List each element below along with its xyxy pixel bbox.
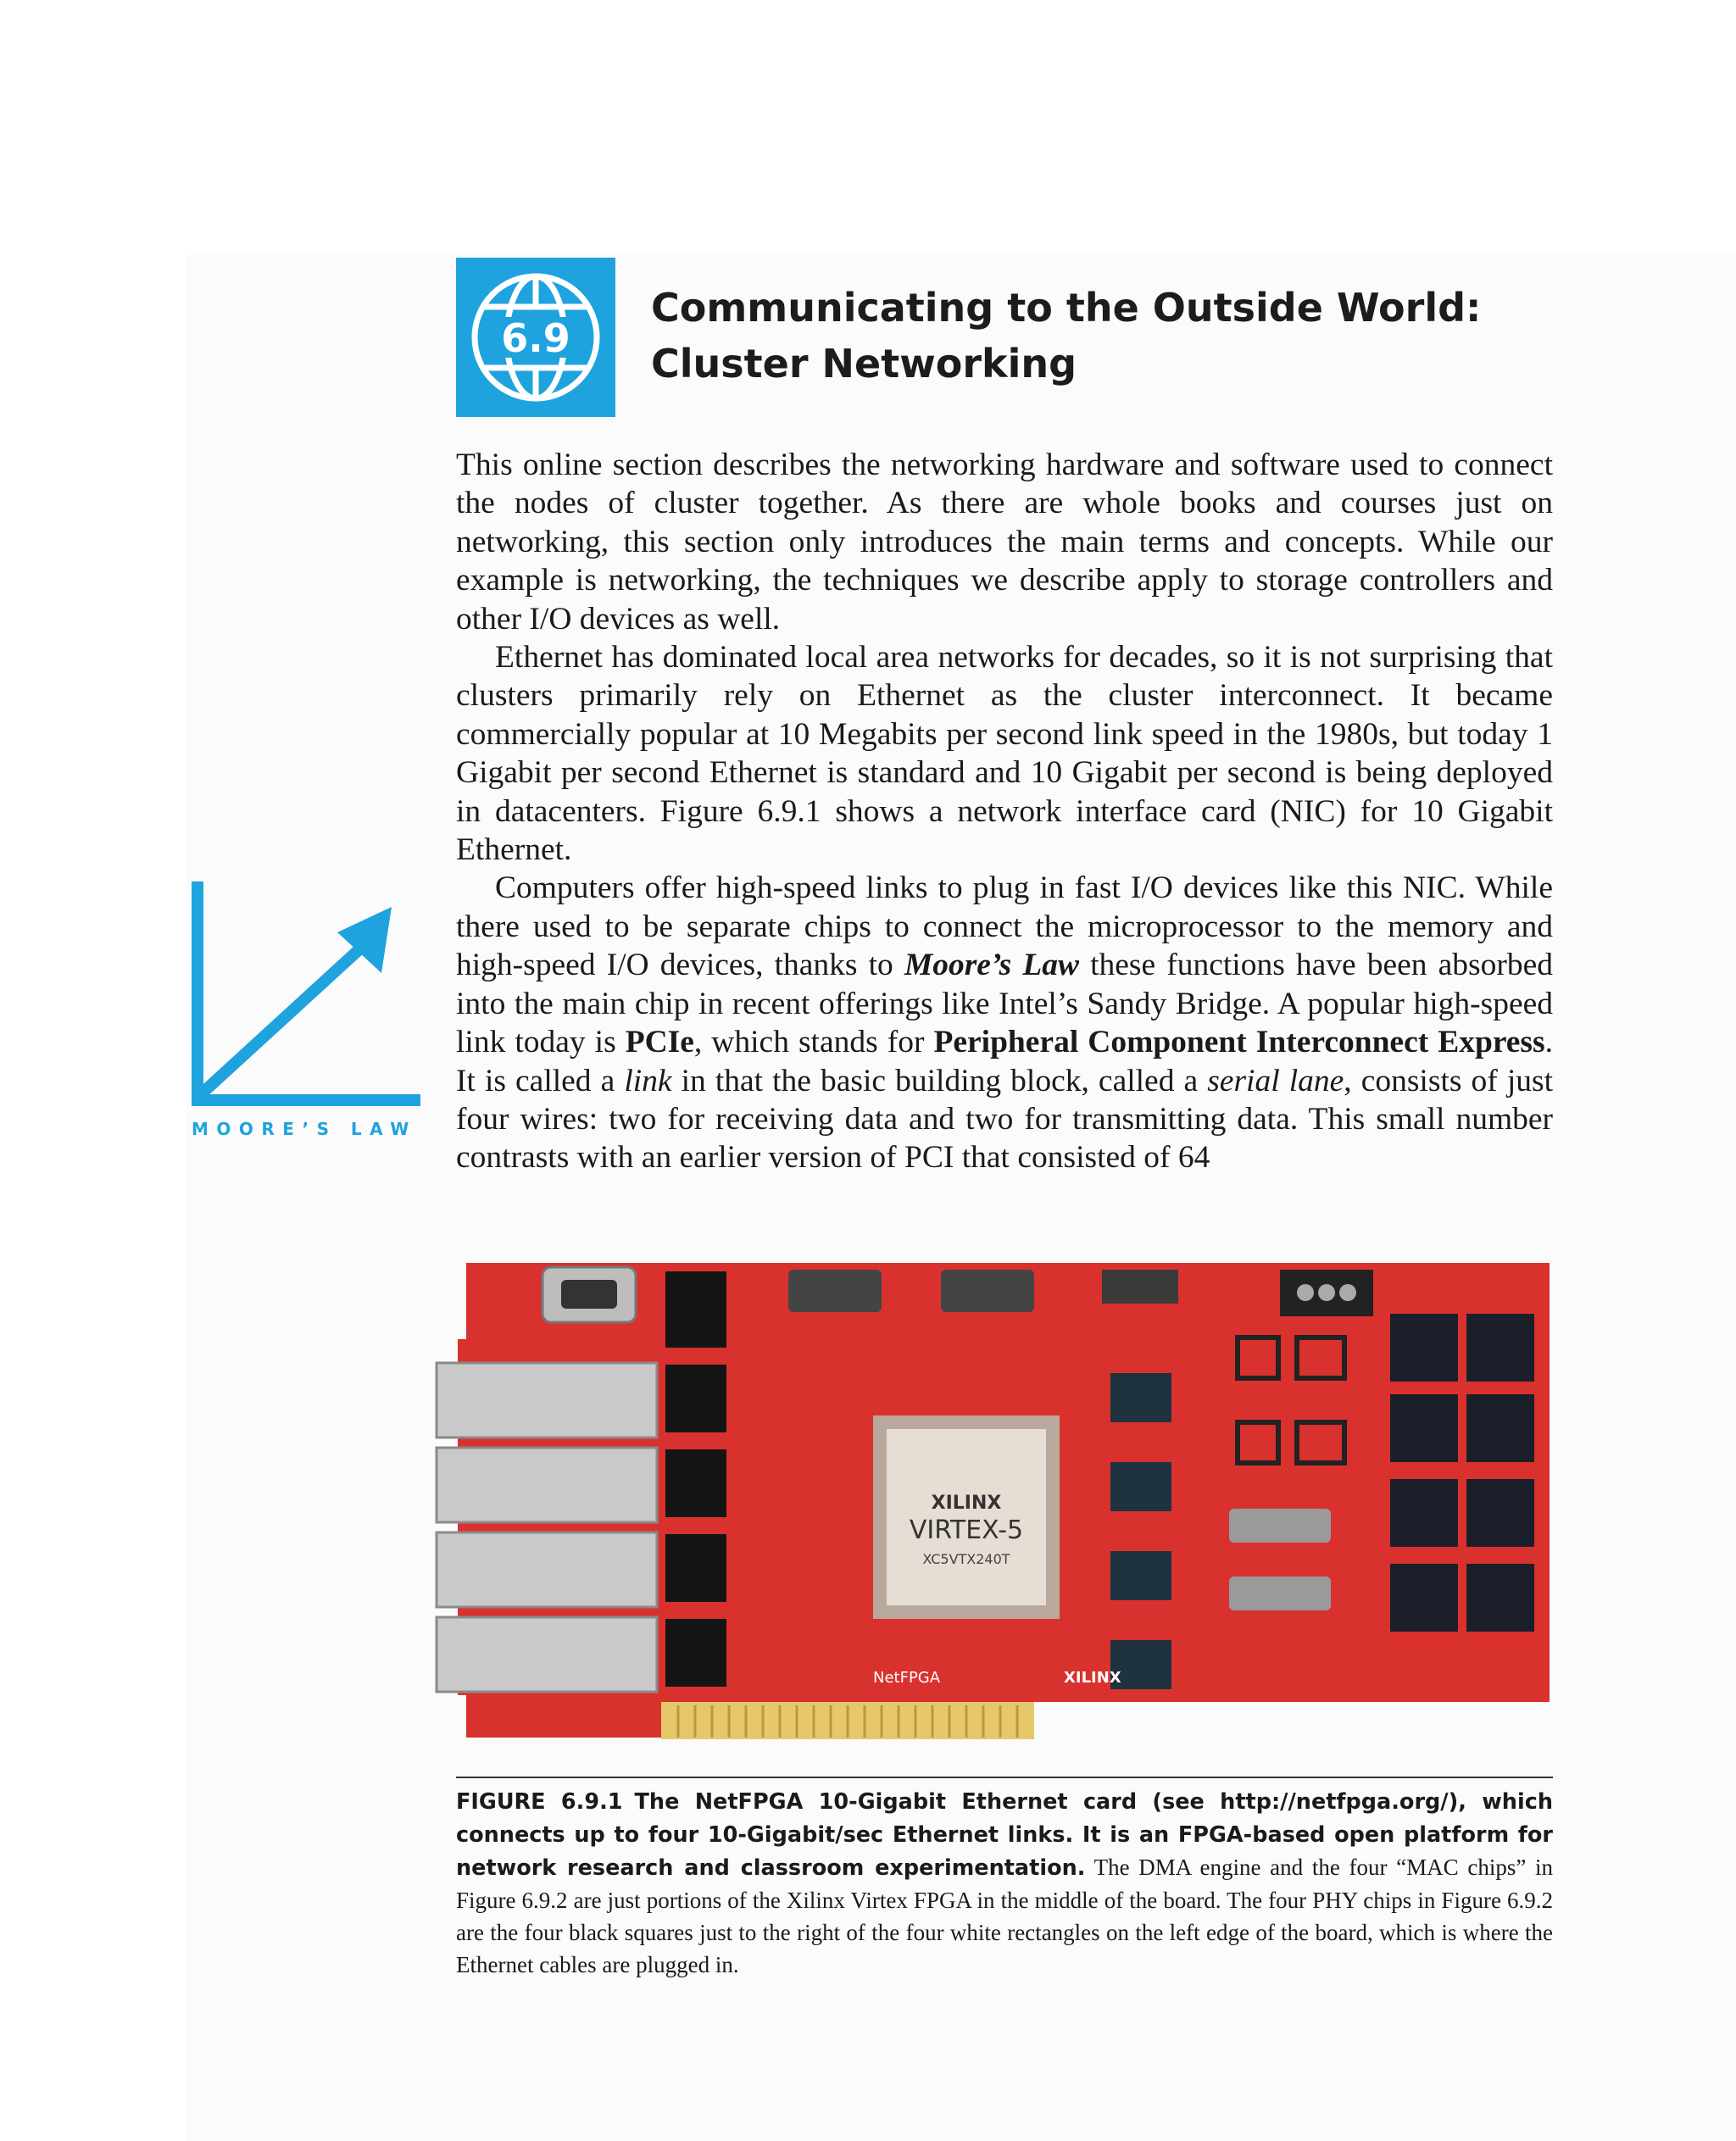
section-title [651, 280, 1583, 392]
caption-divider [456, 1777, 1553, 1778]
figure-number: FIGURE 6.9.1 [456, 1789, 623, 1815]
serial-lane-term: serial lane [1207, 1063, 1344, 1098]
moores-law-term: Moore’s Law [904, 948, 1079, 983]
fpga-part-label: XC5VTX240T [922, 1551, 1010, 1567]
p3-text-a: Computers offer high-speed links to plug in fast I/O devices like this NIC. While there used to be separate chips to connect the microprocessor to the memory and high-speed I/O devices, thanks to [456, 870, 1553, 983]
p3-text-d: . It is called a [456, 1025, 1553, 1098]
fpga-brand-label: XILINX [931, 1493, 1002, 1514]
caption-bold-text: The NetFPGA 10-Gigabit Ethernet card (see http://netfpga.org/), which connects up to four 10-Gigabit/sec Ethernet links. It is an FPGA-based open platform for network research and classroom experimentation. [456, 1789, 1553, 1881]
p3-text-c: , which stands for [693, 1025, 934, 1060]
p3-text-f: , consists of just four wires: two for receiving data and two for transmitting data. This small number contrasts with an earlier version of PCI that consisted of 64 [456, 1063, 1553, 1176]
caption-text: The DMA engine and the four “MAC chips” in Figure 6.9.2 are just portions of the Xilinx Virtex FPGA in the middle of the board. The four PHY chips in Figure 6.9.2 are the four black squares just to the right of the four white rectangles on the left edge of the board, which is where the Ethernet cables are plugged in. [456, 1855, 1553, 1977]
netfpga-logo-label: NetFPGA [873, 1669, 941, 1687]
moores-law-arrow-icon [188, 881, 426, 1106]
section-title-line2: Cluster Networking [651, 341, 1077, 386]
paragraph-2: Ethernet has dominated local area networks for decades, so it is not surprising that clusters primarily rely on Ethernet as the cluster interconnect. It became commercially popular at 10 Megabits per second link speed in the 1980s, but today 1 Gigabit per second Ethernet is standard and 10 Gigabit per second is being deployed in datacenters. Figure 6.9.1 shows a network interface card (NIC) for 10 Gigabit Ethernet. [456, 640, 1553, 868]
netfpga-board-figure [432, 1254, 1551, 1755]
link-term: link [624, 1063, 672, 1098]
p3-text-e: in that the basic building block, called a [671, 1063, 1208, 1098]
moores-law-label: MOORE’S LAW [192, 1119, 417, 1139]
xilinx-logo-label: XILINX [1064, 1669, 1121, 1687]
p3-text-b: these functions have been absorbed into the main chip in recent offerings like Intel’s Sandy Bridge. A popular high-speed link today is [456, 948, 1553, 1060]
section-globe-icon [456, 258, 615, 417]
body-text [456, 446, 1553, 1177]
section-title-line1: Communicating to the Outside World: [651, 285, 1482, 331]
pcie-term: PCIe [625, 1025, 694, 1060]
paragraph-1: This online section describes the networking hardware and software used to connect the nodes of cluster together. As there are whole books and courses just on networking, this section only introduces the main terms and concepts. While our example is networking, the techniques we describe apply to storage controllers and other I/O devices as well. [456, 448, 1553, 637]
figure-caption [456, 1785, 1553, 1981]
pcie-full-term: Peripheral Component Interconnect Express [933, 1025, 1545, 1060]
fpga-family-label: VIRTEX-5 [909, 1515, 1024, 1545]
paragraph-3 [456, 869, 1553, 1176]
section-number: 6.9 [501, 315, 570, 361]
